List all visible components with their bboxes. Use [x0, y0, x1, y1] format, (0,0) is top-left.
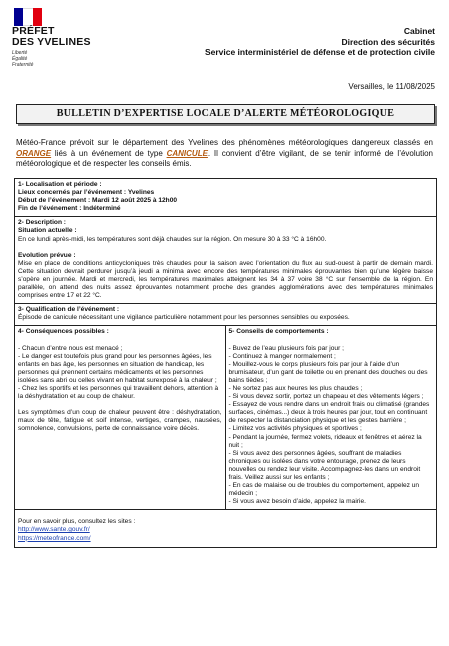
document-date: Versailles, le 11/08/2025 — [348, 82, 435, 91]
flag-white-stripe — [23, 8, 32, 26]
spacer — [18, 401, 222, 409]
header-line-2: Direction des sécurités — [341, 36, 435, 47]
motto-liberte: Liberté — [12, 50, 28, 56]
symptoms-text: Les symptômes d’un coup de chaleur peuvent être : déshydratation, maux de tête, fatigue et soif intense, vertiges, crampes, nausées, somnolence, convulsions, perte de connaissance voire décès. — [18, 409, 222, 433]
consequences-column — [15, 326, 226, 509]
list-item: - Si vous avez besoin d’aide, appelez la mairie. — [228, 498, 366, 506]
section-description — [15, 217, 436, 304]
list-item: - Essayez de vous rendre dans un endroit frais ou climatisé (grandes surfaces, cinémas...) deux à trois heures par jour, tout en continuant de respecter la distanciation physique et les gestes barrière ; — [228, 401, 430, 425]
current-situation-text: En ce lundi après-midi, les températures sont déjà chaudes sur la région. On mesure 30 à 33 °C à 16h00. — [18, 235, 327, 243]
spacer — [229, 337, 434, 345]
meteofrance-link[interactable]: https://meteofrance.com/ — [18, 534, 91, 542]
list-item: - Si vous devez sortir, portez un chapeau et des vêtements légers ; — [228, 393, 424, 401]
prefecture-logo — [12, 8, 102, 68]
end-line: Fin de l’événement : Indéterminé — [18, 205, 121, 213]
location-line: Lieux concernés par l’événement : Yvelines — [18, 189, 155, 197]
bulletin-table — [14, 178, 437, 548]
section-localisation — [15, 179, 436, 217]
links-label: Pour en savoir plus, consultez les sites : — [18, 518, 136, 526]
list-item: - Pendant la journée, fermez volets, rideaux et fenêtres et aérez la nuit ; — [228, 433, 422, 449]
service-header — [205, 26, 435, 58]
header-line-1: Cabinet — [403, 26, 435, 36]
republic-motto — [12, 50, 102, 68]
forecast-label: Evolution prévue : — [18, 251, 76, 259]
header-line-3: Service interministériel de défense et de protection civile — [204, 47, 435, 57]
sante-link[interactable]: http://www.sante.gouv.fr/ — [18, 526, 90, 534]
list-item: - Mouillez-vous le corps plusieurs fois par jour à l’aide d’un brumisateur, d’un gant de toilette ou en prenant des douches ou des bains tièdes ; — [228, 360, 428, 384]
list-item: - Le danger est toutefois plus grand pour les personnes âgées, les enfants en bas âge, les personnes en situation de handicap, les personnes qui prennent certains médicaments et les personnes isolées sans abri ou celles vivant en habitat surexposé à la chaleur ; — [18, 352, 217, 384]
section-1-header: 1- Localisation et période : — [18, 181, 102, 188]
forecast-text: Mise en place de conditions anticycloniques très chaudes pour la saison avec l’orientation du flux au sud-ouest à partir de demain mardi. Cette situation devrait perdurer jusqu’à jeudi a minima avec encore des températures minimales éprouvantes bien qu’une légère baisse s’opère en journée. Mardi et mercredi, les températures maximales atteignent les 34 à 37 voire 38 °C sur l’ensemble de la région. En parallèle, on attend des nuits assez éprouvantes notamment proche des grandes agglomérations avec des températures minimales comprises entre 17 et 22 °C. — [18, 259, 433, 300]
section-3-header: 3- Qualification de l’événement : — [18, 306, 120, 314]
flag-blue-stripe — [14, 8, 23, 26]
intro-text-1: Météo-France prévoit sur le département des Yvelines des phénomènes météorologiques dangereux classés en — [16, 138, 433, 147]
section-2-header: 2- Description : — [18, 219, 66, 227]
spacer — [18, 244, 433, 252]
list-item: - Continuez à manger normalement ; — [228, 352, 336, 360]
flag-red-stripe — [33, 8, 42, 26]
logo-line-1: PRÉFET — [12, 25, 55, 37]
advice-column — [226, 326, 437, 509]
intro-paragraph — [16, 138, 433, 170]
intro-text-2: liés à un événement de type — [51, 148, 167, 158]
canicule-label: CANICULE — [166, 148, 208, 158]
bulletin-title: BULLETIN D’EXPERTISE LOCALE D’ALERTE MÉTÉOROLOGIQUE — [16, 104, 435, 124]
vigilance-orange-label: ORANGE — [16, 148, 52, 158]
motto-egalite: Égalité — [12, 56, 28, 62]
intro-text-3: . Il convient d’être vigilant, de se tenir informé de l’évolution météorologique et de respecter les conseils émis. — [16, 148, 433, 168]
list-item: - Limitez vos activités physiques et sportives ; — [228, 425, 362, 433]
spacer — [18, 337, 222, 345]
current-situation-label: Situation actuelle : — [18, 227, 77, 235]
logo-line-2: DES YVELINES — [12, 36, 91, 48]
start-line: Début de l’événement : Mardi 12 août 2025 à 12h00 — [18, 197, 178, 205]
section-4-header: 4- Conséquences possibles : — [18, 328, 109, 336]
section-qualification — [15, 304, 436, 326]
list-item: - Ne sortez pas aux heures les plus chaudes ; — [228, 384, 363, 392]
list-item: - Buvez de l’eau plusieurs fois par jour ; — [228, 344, 344, 352]
french-flag-icon — [14, 8, 42, 26]
motto-fraternite: Fraternité — [12, 62, 34, 68]
section-links — [15, 510, 436, 546]
section-5-header: 5- Conseils de comportements : — [228, 328, 329, 336]
list-item: - Si vous avez des personnes âgées, souffrant de maladies chroniques ou isolées dans votre entourage, prenez de leurs nouvelles ou rendez leur visite. Accompagnez-les dans un endroit frais. Veillez aussi sur les enfants ; — [228, 449, 421, 481]
consequences-advice-columns — [15, 326, 436, 510]
qualification-text: Épisode de canicule nécessitant une vigilance particulière notamment pour les personnes sensibles ou exposées. — [18, 314, 350, 322]
list-item: - Chez les sportifs et les personnes qui travaillent dehors, attention à la déshydratation et au coup de chaleur. — [18, 384, 219, 401]
list-item: - Chacun d’entre nous est menacé ; — [18, 344, 123, 352]
list-item: - En cas de malaise ou de troubles du comportement, appelez un médecin ; — [228, 482, 420, 498]
